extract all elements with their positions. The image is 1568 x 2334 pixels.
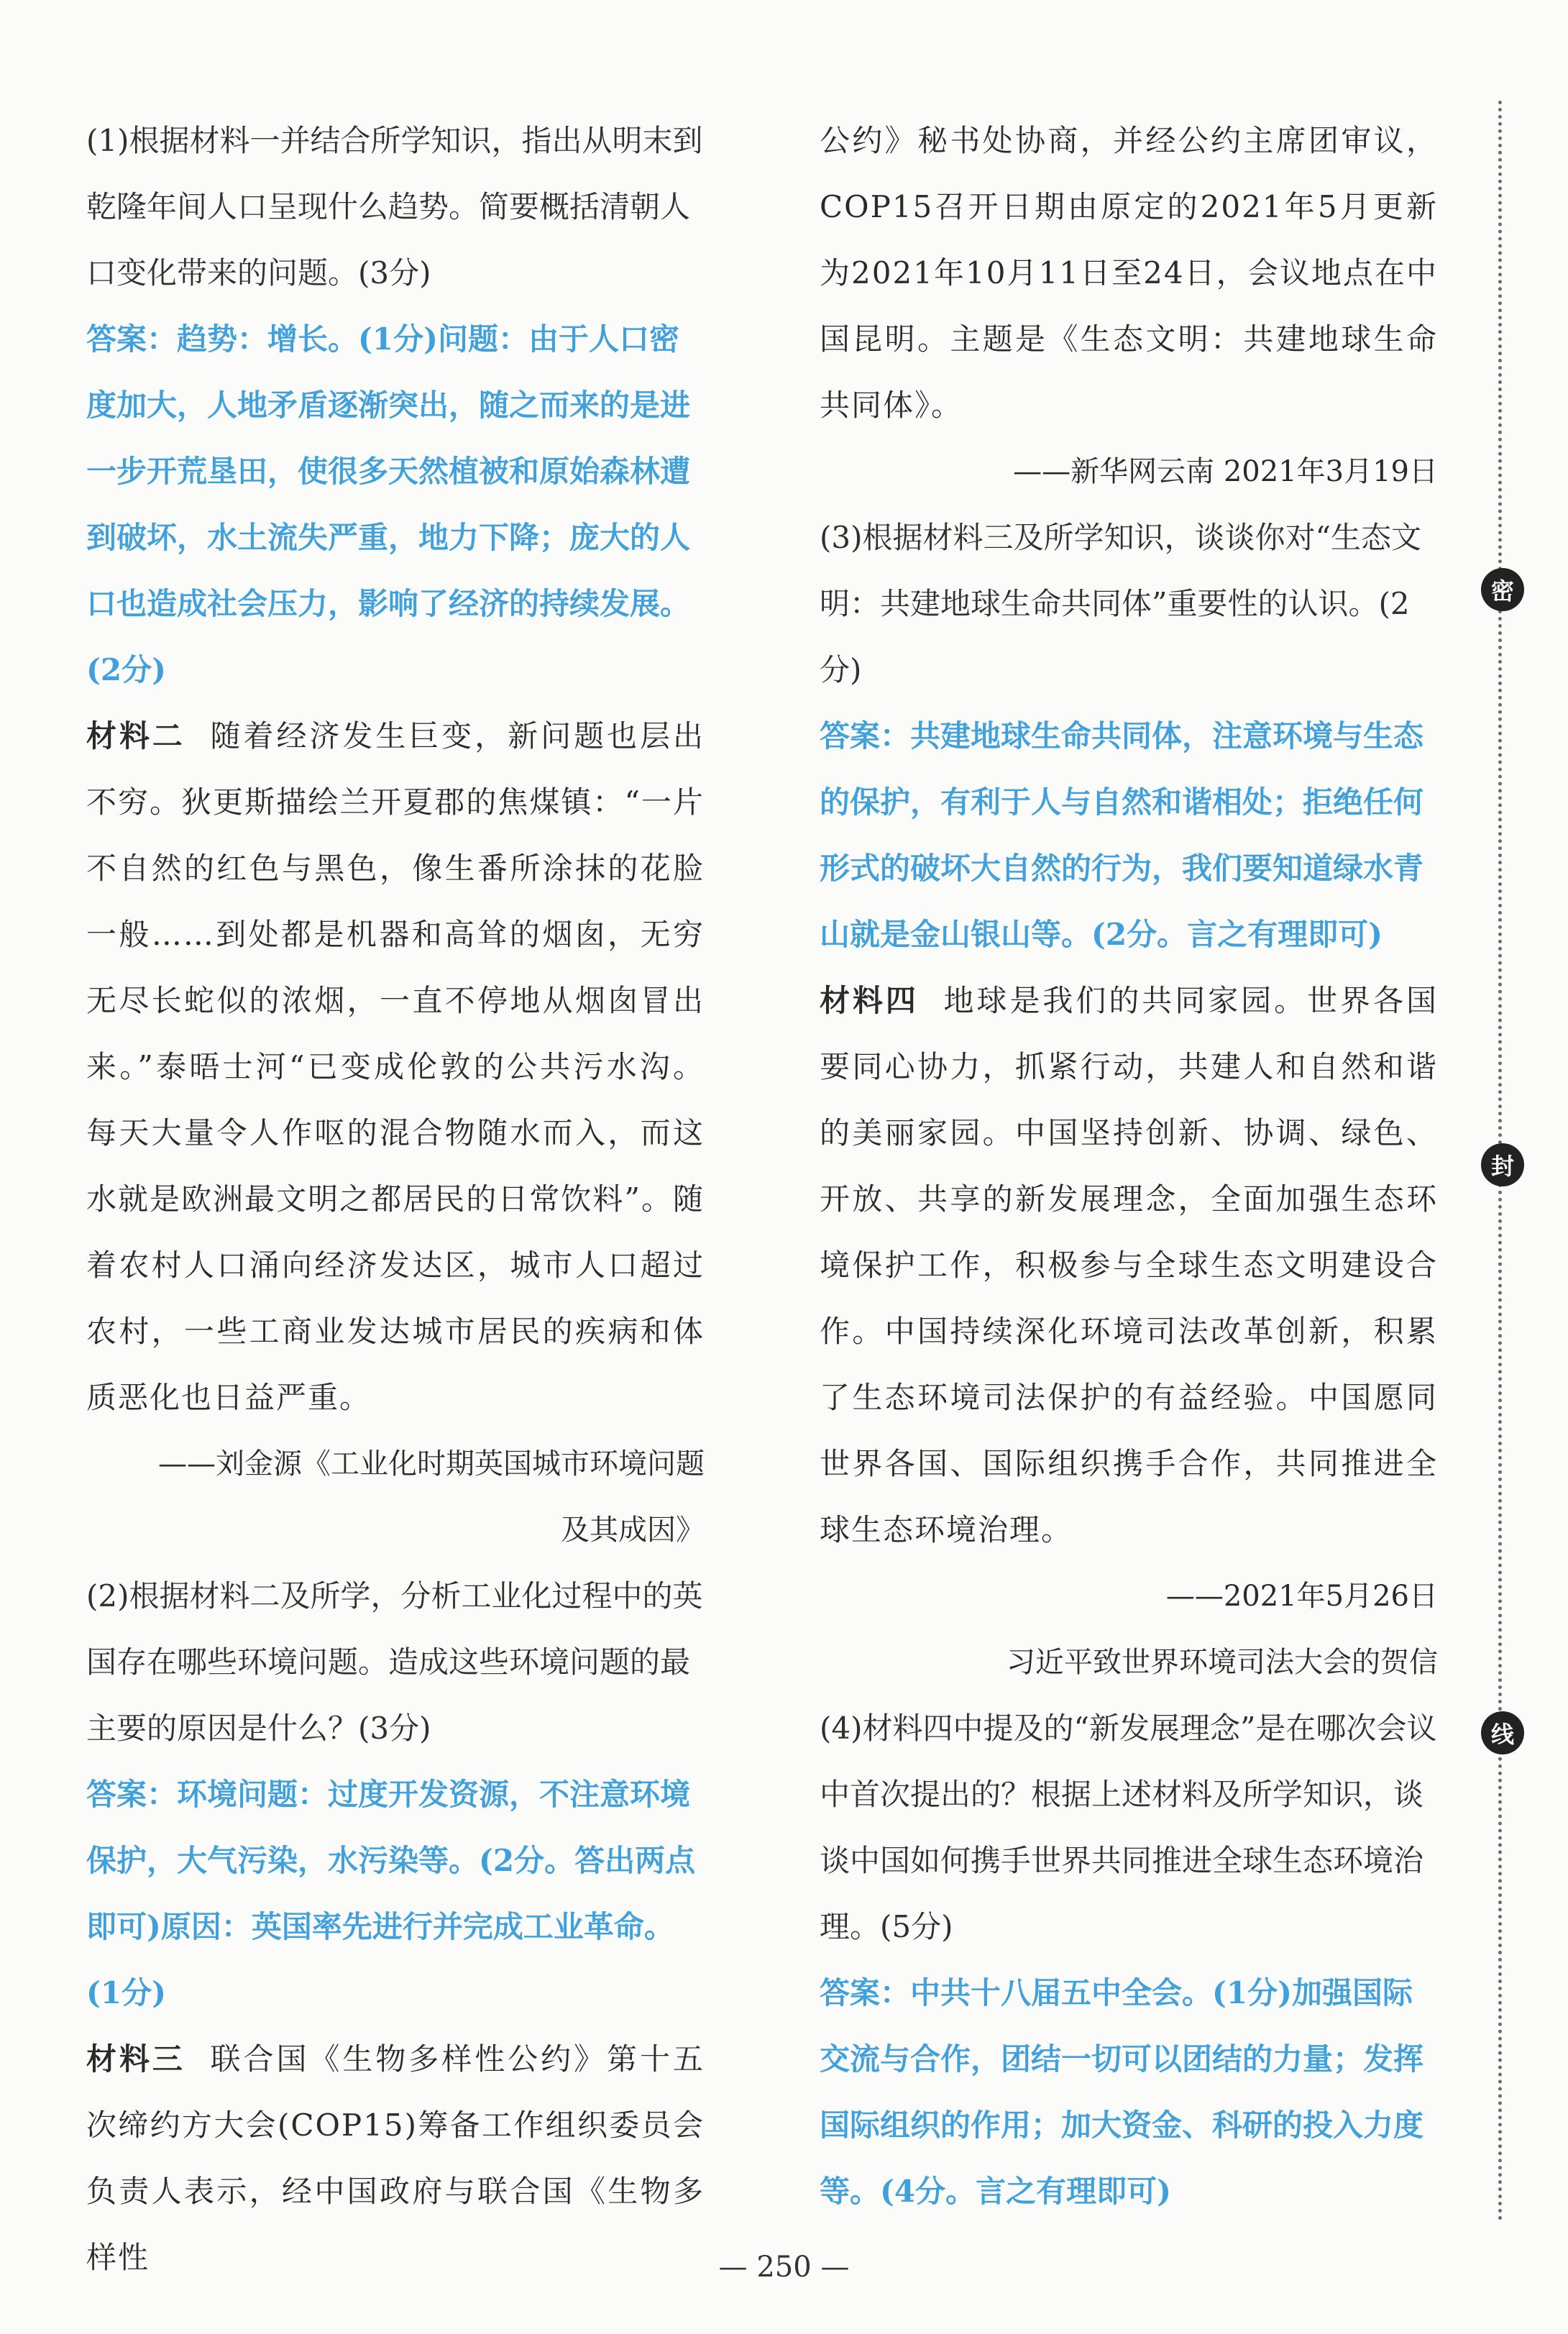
material-text: 地球是我们的共同家园。世界各国要同心协力，抓紧行动，共建人和自然和谐的美丽家园。中国坚持创新、协调、绿色、开放、共享的新发展理念，全面加强生态环境保护工作，积极参与全球生态文明建设合作。中国持续深化环境司法改革创新，积累了生态环境司法保护的有益经验。中国愿同世界各国、国际组织携手合作，共同推进全球生态环境治理。 — [820, 983, 1438, 1547]
answer-4 — [820, 1960, 1438, 2225]
seal-xian: 线 — [1481, 1711, 1524, 1754]
material-3-continued: 公约》秘书处协商，并经公约主席团审议，COP15召开日期由原定的2021年5月更新为2021年10月11日至24日，会议地点在中国昆明。主题是《生态文明：共建地球生命共同体》。 — [820, 123, 1438, 423]
right-column — [820, 108, 1438, 2225]
left-column — [86, 108, 705, 2291]
answer-2 — [86, 1762, 705, 2026]
answer-text: 共建地球生命共同体，注意环境与生态的保护，有利于人与自然和谐相处；拒绝任何形式的破坏大自然的行为，我们要知道绿水青山就是金山银山等。(2分。言之有理即可) — [820, 718, 1424, 952]
answer-text: 环境问题：过度开发资源，不注意环境保护，大气污染，水污染等。(2分。答出两点即可)原因：英国率先进行并完成工业革命。(1分) — [86, 1777, 696, 2010]
question-1: (1)根据材料一并结合所学知识，指出从明末到乾隆年间人口呈现什么趋势。简要概括清朝人口变化带来的问题。(3分) — [86, 123, 703, 290]
question-3: (3)根据材料三及所学知识，谈谈你对“生态文明：共建地球生命共同体”重要性的认识。(2分) — [820, 520, 1421, 687]
question-4: (4)材料四中提及的“新发展理念”是在哪次会议中首次提出的？根据上述材料及所学知识，谈谈中国如何携手世界共同推进全球生态环境治理。(5分) — [820, 1711, 1437, 1944]
answer-label: 答案： — [86, 1777, 178, 1812]
answer-label: 答案： — [820, 1975, 911, 2010]
question-2: (2)根据材料二及所学，分析工业化过程中的英国存在哪些环境问题。造成这些环境问题的最主要的原因是什么？(3分) — [86, 1578, 703, 1746]
answer-text: 趋势：增长。(1分)问题：由于人口密度加大，人地矛盾逐渐突出，随之而来的是进一步开荒垦田，使很多天然植被和原始森林遭到破坏，水土流失严重，地力下降；庞大的人口也造成社会压力，影响了经济的持续发展。(2分) — [86, 321, 691, 687]
material-label: 材料二 — [86, 718, 185, 754]
answer-3 — [820, 703, 1438, 968]
material-4-source-2: 习近平致世界环境司法大会的贺信 — [1007, 1646, 1438, 1679]
answer-label: 答案： — [86, 321, 178, 357]
answer-label: 答案： — [820, 718, 911, 754]
material-4 — [820, 968, 1438, 1563]
material-text: 联合国《生物多样性公约》第十五次缔约方大会(COP15)筹备工作组织委员会负责人表示，经中国政府与联合国《生物多样性 — [86, 2041, 705, 2275]
seal-feng: 封 — [1481, 1143, 1524, 1186]
seal-mi: 密 — [1481, 568, 1524, 611]
material-2 — [86, 703, 705, 1431]
material-label: 材料四 — [820, 983, 919, 1018]
material-text: 随着经济发生巨变，新问题也层出不穷。狄更斯描绘兰开夏郡的焦煤镇：“一片不自然的红色与黑色，像生番所涂抹的花脸一般……到处都是机器和高耸的烟囱，无穷无尽长蛇似的浓烟，一直不停地从烟囱冒出来。”泰晤士河“已变成伦敦的公共污水沟。每天大量令人作呕的混合物随水而入，而这水就是欧洲最文明之都居民的日常饮料”。随着农村人口涌向经济发达区，城市人口超过农村，一些工商业发达城市居民的疾病和体质恶化也日益严重。 — [86, 718, 705, 1415]
answer-1 — [86, 306, 705, 703]
material-4-source-1: ——2021年5月26日 — [1165, 1580, 1438, 1613]
material-2-source-2: 及其成因》 — [561, 1514, 705, 1547]
page-number: — 250 — — [718, 2251, 850, 2284]
material-label: 材料三 — [86, 2041, 185, 2077]
material-2-source-1: ——刘金源《工业化时期英国城市环境问题 — [158, 1447, 705, 1481]
answer-text: 中共十八届五中全会。(1分)加强国际交流与合作，团结一切可以团结的力量；发挥国际组织的作用；加大资金、科研的投入力度等。(4分。言之有理即可) — [820, 1975, 1424, 2209]
material-3-source: ——新华网云南 2021年3月19日 — [1013, 455, 1438, 488]
